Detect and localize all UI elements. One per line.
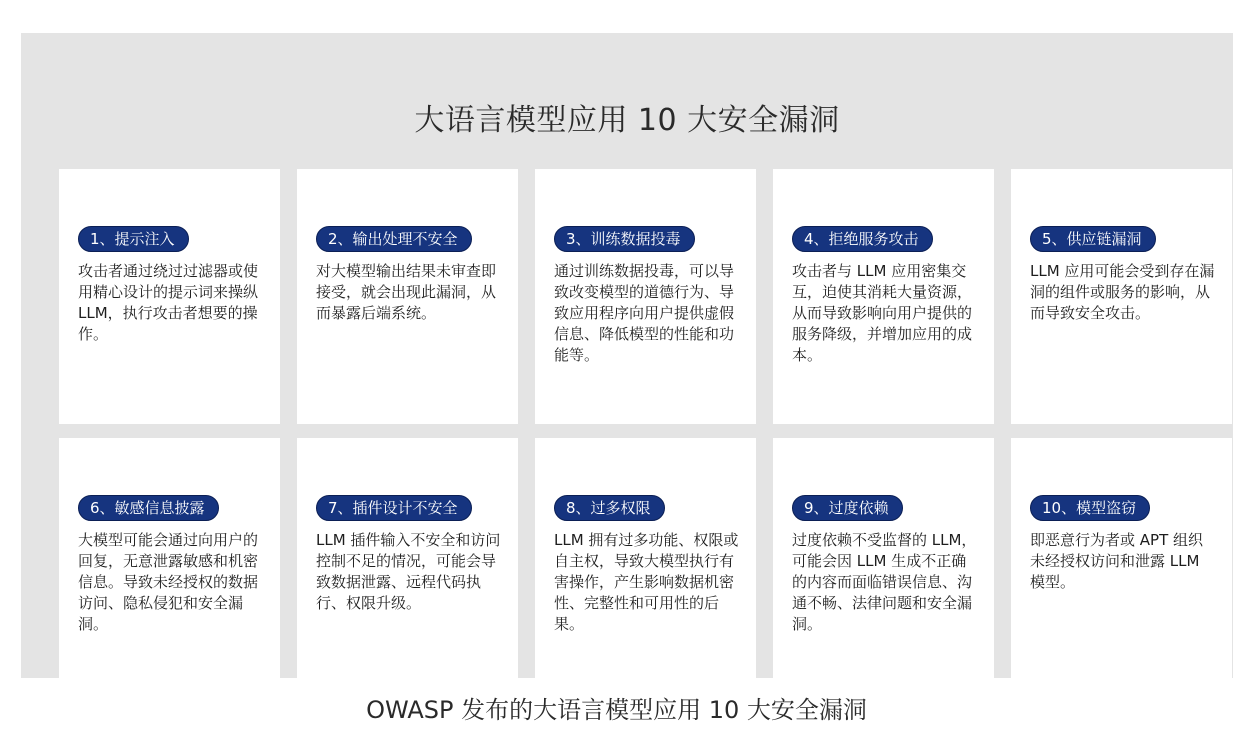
- vulnerability-badge: 1、提示注入: [78, 226, 189, 252]
- vulnerability-description: 攻击者通过绕过过滤器或使用精心设计的提示词来操纵 LLM，执行攻击者想要的操作。: [78, 262, 259, 343]
- vulnerability-badge: 5、供应链漏洞: [1030, 226, 1156, 252]
- vulnerability-badge: 3、训练数据投毒: [554, 226, 695, 252]
- vulnerability-description: 过度依赖不受监督的 LLM，可能会因 LLM 生成不正确的内容而面临错误信息、沟通不畅、法律问题和安全漏洞。: [792, 531, 977, 633]
- vulnerability-grid: [59, 169, 1233, 693]
- vulnerability-description: 即恶意行为者或 APT 组织未经授权访问和泄露 LLM 模型。: [1030, 531, 1204, 591]
- vulnerability-card-8: [535, 438, 756, 693]
- vulnerability-description: 对大模型输出结果未审查即接受，就会出现此漏洞，从而暴露后端系统。: [316, 262, 497, 322]
- vulnerability-card-4: [773, 169, 994, 424]
- figure-caption: OWASP 发布的大语言模型应用 10 大安全漏洞: [366, 696, 867, 724]
- vulnerability-description: LLM 拥有过多功能、权限或自主权，导致大模型执行有害操作，产生影响数据机密性、完整性和可用性的后果。: [554, 531, 739, 633]
- vulnerability-description: LLM 应用可能会受到存在漏洞的组件或服务的影响，从而导致安全攻击。: [1030, 262, 1215, 322]
- vulnerability-card-10: [1011, 438, 1232, 693]
- vulnerability-card-2: [297, 169, 518, 424]
- vulnerability-badge: 10、模型盗窃: [1030, 495, 1150, 521]
- vulnerability-card-6: [59, 438, 280, 693]
- vulnerability-card-7: [297, 438, 518, 693]
- vulnerability-badge: 7、插件设计不安全: [316, 495, 472, 521]
- vulnerability-description: LLM 插件输入不安全和访问控制不足的情况，可能会导致数据泄露、远程代码执行、权限升级。: [316, 531, 501, 612]
- vulnerability-description: 大模型可能会通过向用户的回复，无意泄露敏感和机密信息。导致未经授权的数据访问、隐私侵犯和安全漏洞。: [78, 531, 259, 633]
- vulnerability-card-3: [535, 169, 756, 424]
- vulnerability-badge: 4、拒绝服务攻击: [792, 226, 933, 252]
- diagram-panel: [21, 33, 1233, 678]
- diagram-title: 大语言模型应用 10 大安全漏洞: [414, 103, 840, 138]
- vulnerability-description: 通过训练数据投毒，可以导致改变模型的道德行为、导致应用程序向用户提供虚假信息、降低模型的性能和功能等。: [554, 262, 735, 364]
- vulnerability-badge: 9、过度依赖: [792, 495, 903, 521]
- vulnerability-description: 攻击者与 LLM 应用密集交互，迫使其消耗大量资源，从而导致影响向用户提供的服务降级，并增加应用的成本。: [792, 262, 973, 364]
- vulnerability-card-5: [1011, 169, 1232, 424]
- vulnerability-card-9: [773, 438, 994, 693]
- vulnerability-card-1: [59, 169, 280, 424]
- vulnerability-badge: 8、过多权限: [554, 495, 665, 521]
- vulnerability-badge: 6、敏感信息披露: [78, 495, 219, 521]
- vulnerability-badge: 2、输出处理不安全: [316, 226, 472, 252]
